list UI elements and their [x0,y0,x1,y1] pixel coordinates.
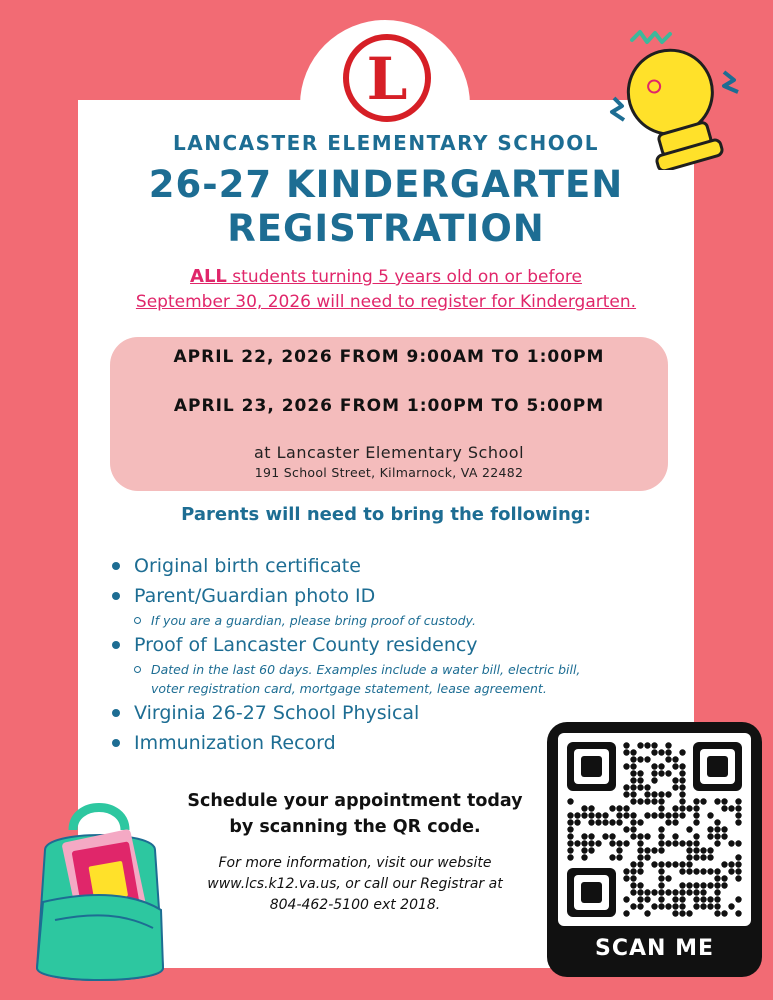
bullet-icon [112,592,120,600]
sub-item-line-2: voter registration card, mortgage statement, lease agreement. [151,681,547,696]
date-line-2: APRIL 23, 2026 FROM 1:00PM TO 5:00PM [173,396,605,416]
page-title [78,163,694,251]
list-item-label: Immunization Record [134,732,336,754]
school-logo [343,34,431,122]
schedule-line-2: by scanning the QR code. [229,817,481,837]
bullet-icon [112,709,120,717]
bullet-icon [112,739,120,747]
schedule-callout [150,788,560,840]
info-line-3: 804-462-5100 ext 2018. [269,897,441,913]
qr-code-area [558,733,751,926]
contact-info [150,853,560,916]
notice-line-1 [90,264,682,290]
list-item [112,581,672,611]
list-item-label: Parent/Guardian photo ID [134,585,376,607]
eligibility-notice [90,264,682,315]
list-sub-item-text [151,660,580,698]
info-line-1: For more information, visit our website [218,855,492,871]
list-item [112,551,672,581]
backpack-icon [15,790,185,990]
scan-me-label: SCAN ME [594,936,714,961]
list-sub-item-text: If you are a guardian, please bring proof of custody. [151,613,476,628]
logo-letter: L [366,45,408,113]
sub-bullet-icon [134,666,141,673]
list-item-label: Virginia 26-27 School Physical [134,702,420,724]
title-line-2: REGISTRATION [227,207,545,250]
school-name: LANCASTER ELEMENTARY SCHOOL [173,131,599,155]
bring-list-title: Parents will need to bring the following: [181,504,591,525]
registration-dates-box [110,337,668,491]
sub-item-line-1: Dated in the last 60 days. Examples include a water bill, electric bill, [151,662,581,677]
list-item-label: Original birth certificate [134,555,361,577]
bullet-icon [112,641,120,649]
notice-emphasis: ALL [190,266,227,287]
qr-code-icon[interactable] [558,733,751,926]
sub-bullet-icon [134,617,141,624]
notice-line-1-text: students turning 5 years old on or before [226,267,582,287]
venue-name: at Lancaster Elementary School [253,443,525,462]
notice-line-2: September 30, 2026 will need to register for Kindergarten. [135,292,637,312]
venue-address: 191 School Street, Kilmarnock, VA 22482 [254,465,524,480]
title-line-1: 26-27 KINDERGARTEN [148,163,624,206]
qr-code-card[interactable] [547,722,762,977]
list-item [112,630,672,660]
list-sub-item [134,660,672,698]
schedule-line-1: Schedule your appointment today [187,791,523,811]
list-sub-item [134,611,672,630]
bullet-icon [112,562,120,570]
date-line-1: APRIL 22, 2026 FROM 9:00AM TO 1:00PM [173,347,605,367]
info-line-2: www.lcs.k12.va.us, or call our Registrar at [207,876,503,892]
list-item-label: Proof of Lancaster County residency [134,634,478,656]
